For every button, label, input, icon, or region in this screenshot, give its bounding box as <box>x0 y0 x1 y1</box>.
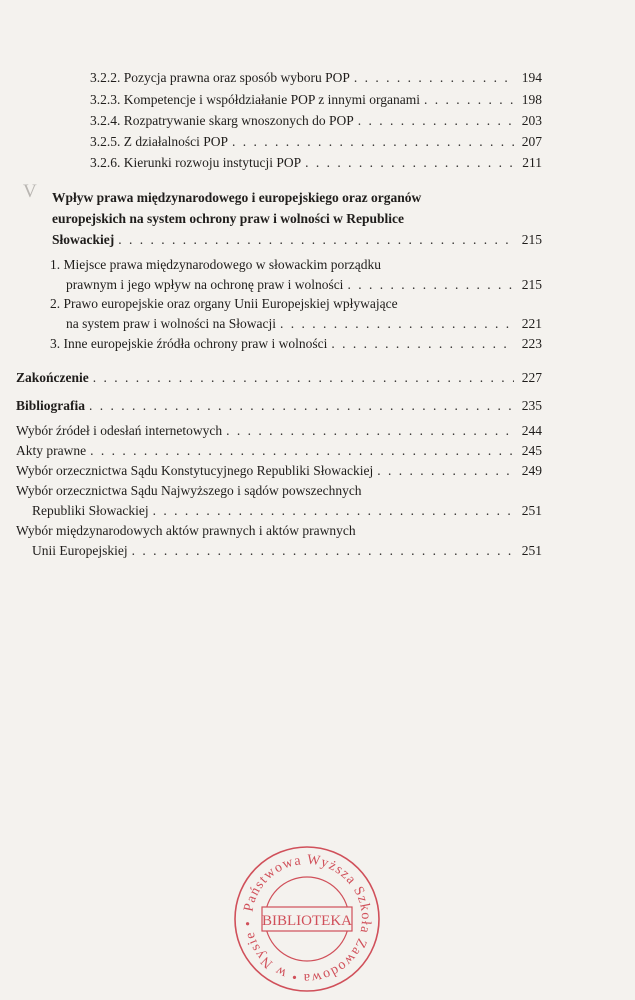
dot-leader <box>89 397 514 414</box>
chapter-title-line-1[interactable]: Wpływ prawa międzynarodowego i europejskiego oraz organów <box>52 190 422 205</box>
toc-number: 3.2.2. <box>90 70 121 85</box>
chapter-item-3-line-1: 3. Inne europejskie źródła ochrony praw i wolności <box>50 336 328 351</box>
dot-leader <box>347 276 514 293</box>
page-number: 223 <box>521 336 542 351</box>
dot-leader <box>226 422 514 439</box>
stamp-center-text: BIBLIOTEKA <box>262 913 352 929</box>
page-number: 198 <box>521 92 542 107</box>
toc-entry-orzecznictwo-sk[interactable] <box>16 462 542 479</box>
toc-entry-item-3[interactable] <box>50 335 542 352</box>
toc-title: Kierunki rozwoju instytucji POP <box>123 155 302 170</box>
page-number: 235 <box>521 398 542 413</box>
toc-number: 3.2.6. <box>90 155 121 170</box>
dot-leader <box>331 335 514 352</box>
toc-entry-zrodla[interactable] <box>16 422 542 439</box>
library-stamp <box>232 844 382 994</box>
toc-entry-chapter-v[interactable] <box>52 231 542 248</box>
toc-number: 3.2.4. <box>90 113 121 128</box>
chapter-title-line-3: Słowackiej <box>52 232 115 247</box>
dot-leader <box>354 69 514 86</box>
toc-entry-3-2-5[interactable] <box>90 133 542 150</box>
page-number: 207 <box>521 134 542 149</box>
page-number: 215 <box>521 277 542 292</box>
toc-title: Z działalności POP <box>123 134 228 149</box>
dot-leader <box>153 502 514 519</box>
toc-entry-item-2[interactable] <box>66 315 542 332</box>
stamp-ring-text: Państwowa Wyższa Szkoła Zawodowa • w Nysie • <box>240 852 374 986</box>
page-number: 215 <box>521 232 542 247</box>
dot-leader <box>118 231 514 248</box>
toc-entry-zakonczenie[interactable] <box>16 369 542 386</box>
toc-title: Wybór orzecznictwa Sądu Konstytucyjnego Republiki Słowackiej <box>16 463 374 478</box>
toc-title: Wybór źródeł i odesłań internetowych <box>16 423 223 438</box>
dot-leader <box>90 442 514 459</box>
chapter-item-1-line-1[interactable]: 1. Miejsce prawa międzynarodowego w słowackim porządku <box>50 257 382 272</box>
chapter-item-1-line-2: prawnym i jego wpływ na ochronę praw i wolności <box>66 277 344 292</box>
toc-entry-orzecznictwo-sn[interactable] <box>32 502 542 519</box>
toc-number: 3.2.5. <box>90 134 121 149</box>
dot-leader <box>358 112 514 129</box>
page-number: 249 <box>521 463 542 478</box>
page-number: 203 <box>521 113 542 128</box>
page-number: 194 <box>521 70 542 85</box>
toc-title: Unii Europejskiej <box>32 543 128 558</box>
chapter-item-2-line-2: na system praw i wolności na Słowacji <box>66 316 276 331</box>
toc-entry-3-2-2[interactable] <box>90 69 542 86</box>
toc-title: Republiki Słowackiej <box>32 503 149 518</box>
toc-entry-3-2-6[interactable] <box>90 154 542 171</box>
dot-leader <box>132 542 514 559</box>
page-number: 251 <box>521 543 542 558</box>
bib-entry-5-line-1[interactable]: Wybór międzynarodowych aktów prawnych i aktów prawnych <box>16 523 356 538</box>
dot-leader <box>93 369 514 386</box>
chapter-item-2-line-1[interactable]: 2. Prawo europejskie oraz organy Unii Europejskiej wpływające <box>50 296 398 311</box>
toc-title: Akty prawne <box>16 443 87 458</box>
dot-leader <box>305 154 514 171</box>
page-number: 221 <box>521 316 542 331</box>
chapter-roman-numeral: V <box>23 181 37 202</box>
toc-entry-akty-prawne[interactable] <box>16 442 542 459</box>
page-number: 245 <box>521 443 542 458</box>
toc-entry-akty-miedzynarodowe[interactable] <box>32 542 542 559</box>
toc-title: Pozycja prawna oraz sposób wyboru POP <box>123 70 350 85</box>
dot-leader <box>280 315 514 332</box>
page-number: 211 <box>522 155 542 170</box>
bib-entry-4-line-1[interactable]: Wybór orzecznictwa Sądu Najwyższego i sądów powszechnych <box>16 483 362 498</box>
toc-title: Rozpatrywanie skarg wnoszonych do POP <box>123 113 354 128</box>
dot-leader <box>424 91 514 108</box>
page-number: 251 <box>521 503 542 518</box>
toc-title: Bibliografia <box>16 398 86 413</box>
toc-title: Zakończenie <box>16 370 89 385</box>
toc-entry-item-1[interactable] <box>66 276 542 293</box>
chapter-title-line-2[interactable]: europejskich na system ochrony praw i wolności w Republice <box>52 211 405 226</box>
dot-leader <box>377 462 514 479</box>
toc-entry-3-2-4[interactable] <box>90 112 542 129</box>
page-number: 244 <box>521 423 542 438</box>
page-number: 227 <box>521 370 542 385</box>
toc-title: Kompetencje i współdziałanie POP z innymi organami <box>123 92 420 107</box>
toc-number: 3.2.3. <box>90 92 121 107</box>
toc-entry-3-2-3[interactable] <box>90 91 542 108</box>
toc-entry-bibliografia[interactable] <box>16 397 542 414</box>
dot-leader <box>232 133 514 150</box>
